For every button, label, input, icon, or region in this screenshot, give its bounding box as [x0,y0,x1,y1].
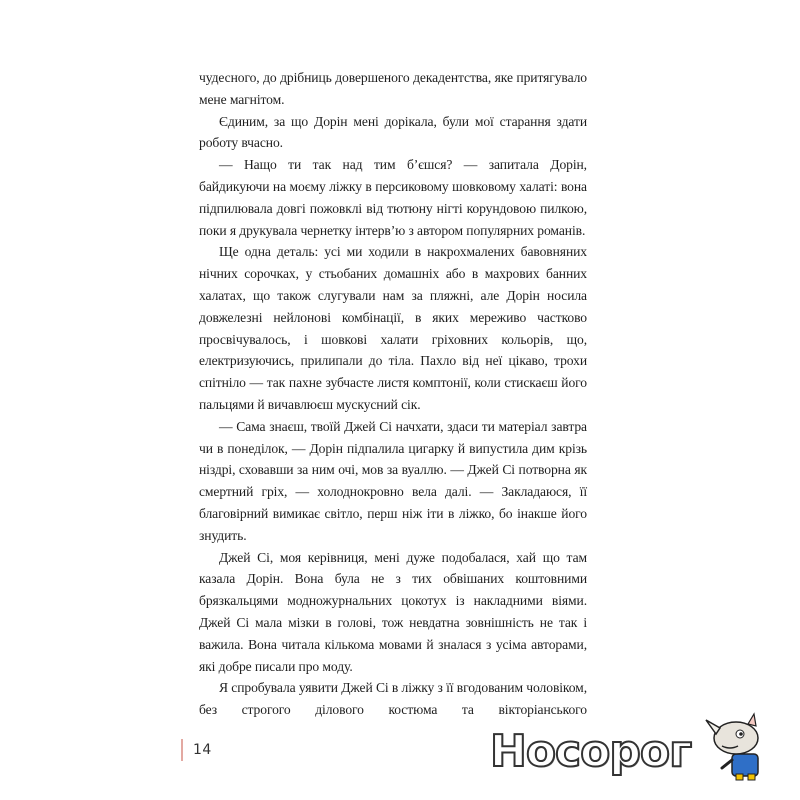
page-number: 14 [193,742,212,758]
watermark-text: Носорог [490,726,692,777]
paragraph: Ще одна деталь: усі ми ходили в накрохмалених бавовняних нічних сорочках, у стьобаних домашніх або в махрових банних халатах, що також слугували нам за пляжні, але Дорін носила довжелезні нейлонові комбінації, в яких мереживо частково просвічувалось, і шовкові халати гріховних кольорів, що, електризуючись, прилипали до тіла. Пахло від неї цікаво, трохи спітніло — так пахне зубчасте листя комптонії, коли стискаєш його пальцями й вичавлюєш мускусний сік. [199,244,587,412]
paragraph: Джей Сі, моя керівниця, мені дуже подобалася, хай що там казала Дорін. Вона була не з тих обвішаних коштовними брязкальцями модножурнальних цокотух із накладними віями. Джей Сі мала мізки в голові, тож невдатна зовнішність не так і важила. Вона читала кількома мовами й зналася з усіма авторами, які добре писали про моду. [199,549,587,674]
store-watermark [482,712,782,782]
body-text [199,67,587,721]
folio-accent-bar [181,739,183,761]
paragraph: Єдиним, за що Дорін мені дорікала, були мої старання здати роботу вчасно. [199,113,587,151]
paragraph: чудесного, до дрібниць довершеного декадентства, яке притягувало мене магнітом. [199,70,587,107]
paragraph: Я спробувала уявити Джей Сі в ліжку з її вгодованим чоловіком, без строгого ділового костюма та вікторіанського [199,680,587,718]
rhino-mascot-icon [692,712,780,782]
page-number-block [181,738,212,762]
paragraph: — Нащо ти так над тим б’єшся? — запитала Дорін, байдикуючи на моєму ліжку в персиковому шовковому халаті: вона підпилювала довгі пожовклі від тютюну нігті корундовою пилкою, поки я друкувала чернетку інтерв’ю з автором популярних романів. [199,157,587,238]
paragraph: — Сама знаєш, твоїй Джей Сі начхати, здаси ти матеріал завтра чи в понеділок, — Дорін підпалила цигарку й випустила дим крізь ніздрі, сховавши за ним очі, мов за вуаллю. — Джей Сі потворна як смертний гріх, — холоднокровно вела далі. — Закладаюся, її благовірний вимикає світло, перш ніж іти в ліжко, бо інакше його знудить. [199,418,587,543]
